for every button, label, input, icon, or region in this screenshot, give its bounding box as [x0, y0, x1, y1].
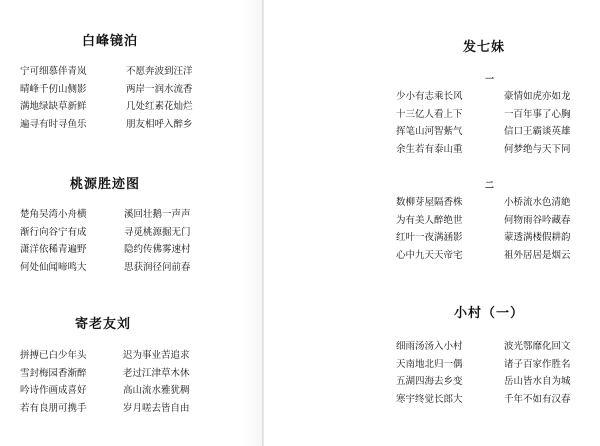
poem-line: 迟为事业苦追求 [123, 350, 190, 361]
poem-column-left [20, 63, 87, 133]
poem-column-left [20, 206, 87, 276]
poem-line: 十三亿人看上下 [396, 108, 463, 120]
poem-line: 拼搏已白少年头 [20, 350, 87, 361]
poem-line: 细雨汤汤入小村 [396, 341, 463, 352]
poem-line: 挥笔山河智紫气 [396, 126, 463, 137]
poem-line: 不愿奔波到汪洋 [126, 66, 193, 77]
section-marker: 二 [485, 181, 495, 191]
poem-line: 老过江津草木休 [123, 367, 190, 379]
poem-line: 岁月嗟去皆自由 [123, 402, 190, 414]
poem-line: 雪封梅园香渐醉 [20, 367, 87, 379]
poem-line: 余生若有泰山重 [396, 143, 463, 155]
poem-line: 寻觅桃源掘无门 [124, 226, 191, 238]
poem-line: 豪情如虎亦如龙 [504, 91, 571, 102]
left-page [0, 0, 262, 446]
poem-line: 隐约传佛雾速村 [124, 244, 191, 255]
poem-column-left [396, 88, 463, 158]
poem-line: 几处红素花灿烂 [126, 101, 193, 112]
poem-line: 朋友相呼入醉乡 [126, 118, 193, 130]
poem-title-jilaoyou: 寄老友刘 [75, 317, 132, 332]
poem-line: 千年不如有汉春 [504, 393, 571, 405]
poem-line: 岳山皆水自为城 [504, 376, 571, 387]
poem-line: 红叶一夜满涵影 [396, 232, 463, 243]
poem-title-xiaocun: 小村（一） [454, 306, 525, 321]
poem-line: 祖外居居是烟云 [504, 249, 571, 261]
poem-line: 数柳芽屋隔香株 [396, 197, 463, 208]
poem-line: 何梦绝与天下同 [504, 143, 571, 155]
poem-line: 溪回壮鹅一声声 [124, 209, 191, 220]
poem-line: 两岸一润水流香 [126, 83, 193, 95]
poem-line: 一百年事了心胸 [504, 108, 571, 120]
poem-line: 蒙透满楼假耕韵 [504, 232, 571, 243]
poem-column-right [504, 88, 571, 158]
poem-line: 楚角吴湾小舟横 [20, 209, 87, 220]
poem-line: 若有良朋可携手 [20, 402, 87, 414]
poem-line: 波光鄂靡化回文 [504, 341, 571, 352]
poem-line: 吟诗作画成喜好 [20, 385, 87, 396]
poem-column-right [504, 338, 571, 408]
poem-line: 心中九天天帝宅 [396, 249, 463, 261]
poem-column-right [123, 347, 190, 417]
poem-line: 寒宇终觉长郎大 [396, 393, 463, 405]
poem-line: 小桥流水色清絶 [504, 197, 571, 208]
poem-line: 少小有志乘长风 [396, 91, 463, 102]
poem-line: 何处仙闻啼鸣大 [20, 261, 87, 273]
page-fold-shadow [242, 0, 262, 446]
poem-line: 思获润径问前春 [124, 261, 191, 273]
poem-title-faqimei: 发七妹 [463, 40, 506, 55]
poem-column-left [396, 194, 463, 264]
poem-line: 潇洋依稀青遍野 [20, 244, 87, 255]
poem-column-right [504, 194, 571, 264]
section-marker: 一 [485, 75, 495, 85]
poem-line: 五湖四海去乡变 [396, 376, 463, 387]
poem-column-left [20, 347, 87, 417]
poem-column-right [124, 206, 191, 276]
poem-line: 满地绿缺草新鲜 [20, 101, 87, 112]
poem-line: 晴峰千仞山侧影 [20, 83, 87, 95]
poem-column-right [126, 63, 193, 133]
poem-column-left [396, 338, 463, 408]
poem-line: 高山流水雅犹稠 [123, 385, 190, 396]
poem-line: 诸子百家作胜名 [504, 358, 571, 370]
poem-title-taoyuan: 桃源胜迹图 [70, 177, 141, 192]
right-page [264, 0, 600, 446]
poem-line: 宁可细慕伴青岚 [20, 66, 87, 77]
poem-line: 渐行向谷宁有成 [20, 226, 87, 238]
poem-line: 何物雨谷吟藏春 [504, 214, 571, 226]
poem-line: 遍寻有时寻鱼乐 [20, 118, 87, 130]
poem-line: 为有美人醉绝世 [396, 214, 463, 226]
poem-title-baifeng: 白峰镜泊 [82, 34, 139, 49]
poem-line: 信口王霸谈英雄 [504, 126, 571, 137]
poem-line: 天南地北归一偶 [396, 358, 463, 370]
